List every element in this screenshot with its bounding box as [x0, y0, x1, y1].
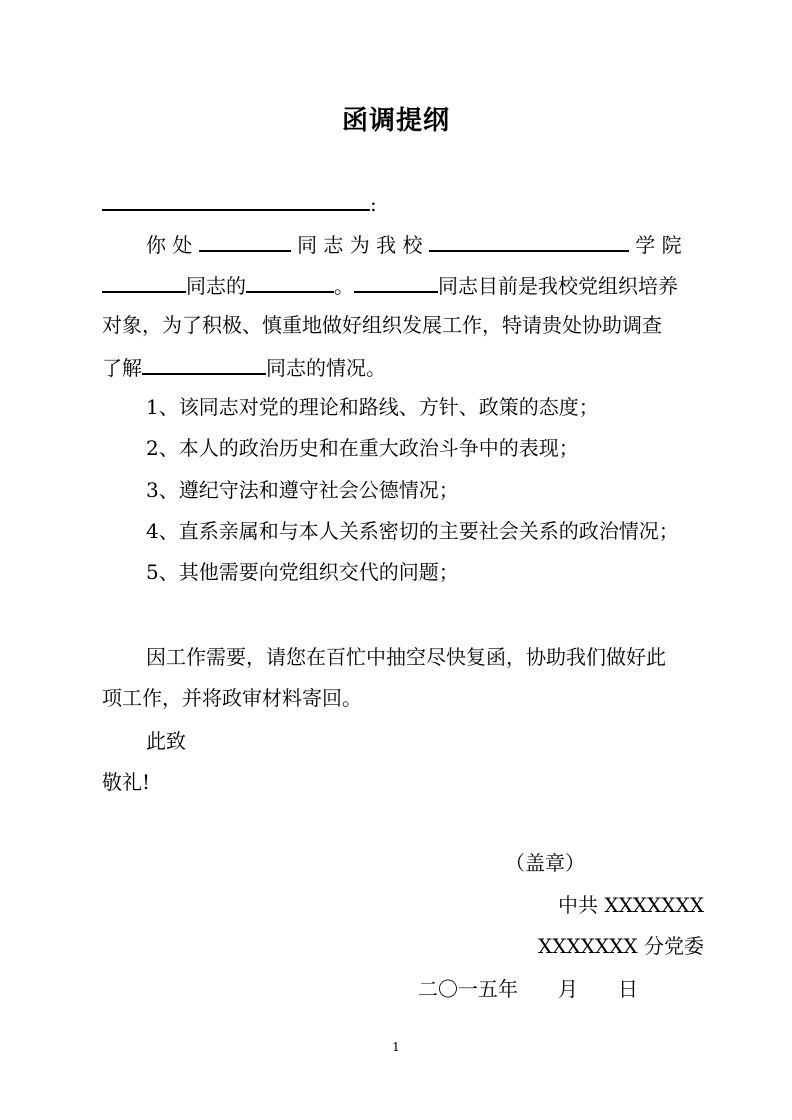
p1-text-h: 了解 — [102, 356, 142, 380]
closing-line-1: 因工作需要，请您在百忙中抽空尽快复函，协助我们做好此 — [146, 645, 666, 669]
salutation-line — [102, 190, 377, 216]
ci-zhi: 此致 — [146, 729, 186, 753]
p1-text-i: 同志的情况。 — [266, 356, 386, 380]
p1-text-c: 学 院 — [635, 233, 682, 257]
p1-text-b: 同 志 为 我 校 — [297, 233, 423, 257]
relation-blank[interactable] — [246, 272, 334, 293]
org-line-1: 中共 XXXXXXX — [557, 893, 704, 917]
name-blank-2[interactable] — [354, 272, 438, 293]
list-item: 1、该同志对党的理论和路线、方针、政策的态度； — [146, 395, 599, 419]
jing-li: 敬礼! — [102, 770, 151, 794]
paragraph-line-3: 对象，为了积极、慎重地做好组织发展工作，特请贵处协助调查 — [102, 313, 662, 337]
name-blank-3[interactable] — [142, 354, 266, 375]
paragraph-line-1 — [146, 231, 682, 257]
org-line-2: XXXXXXX 分党委 — [537, 934, 704, 958]
name-blank-1[interactable] — [102, 272, 186, 293]
p1-text-e: 。 — [334, 274, 354, 298]
page-number: 1 — [392, 1040, 400, 1054]
school-blank[interactable] — [429, 231, 629, 252]
list-item: 4、直系亲属和与本人关系密切的主要社会关系的政治情况； — [146, 519, 679, 543]
date-line: 二〇一五年 月 日 — [418, 977, 638, 1001]
list-item: 5、其他需要向党组织交代的问题； — [146, 560, 459, 584]
p1-text-a: 你 处 — [146, 233, 193, 257]
list-item: 3、遵纪守法和遵守社会公德情况； — [146, 478, 459, 502]
p1-text-f: 同志目前是我校党组织培养 — [438, 274, 678, 298]
seal-label: （盖章） — [505, 851, 585, 875]
list-item: 2、本人的政治历史和在重大政治斗争中的表现； — [146, 436, 579, 460]
unit-blank[interactable] — [199, 231, 291, 252]
closing-line-2: 项工作，并将政审材料寄回。 — [102, 686, 362, 710]
salutation-colon: : — [370, 192, 377, 216]
paragraph-line-4 — [102, 354, 386, 380]
document-title: 函调提纲 — [341, 106, 450, 136]
recipient-blank[interactable] — [102, 190, 370, 211]
paragraph-line-2 — [102, 272, 678, 298]
p1-text-d: 同志的 — [186, 274, 246, 298]
